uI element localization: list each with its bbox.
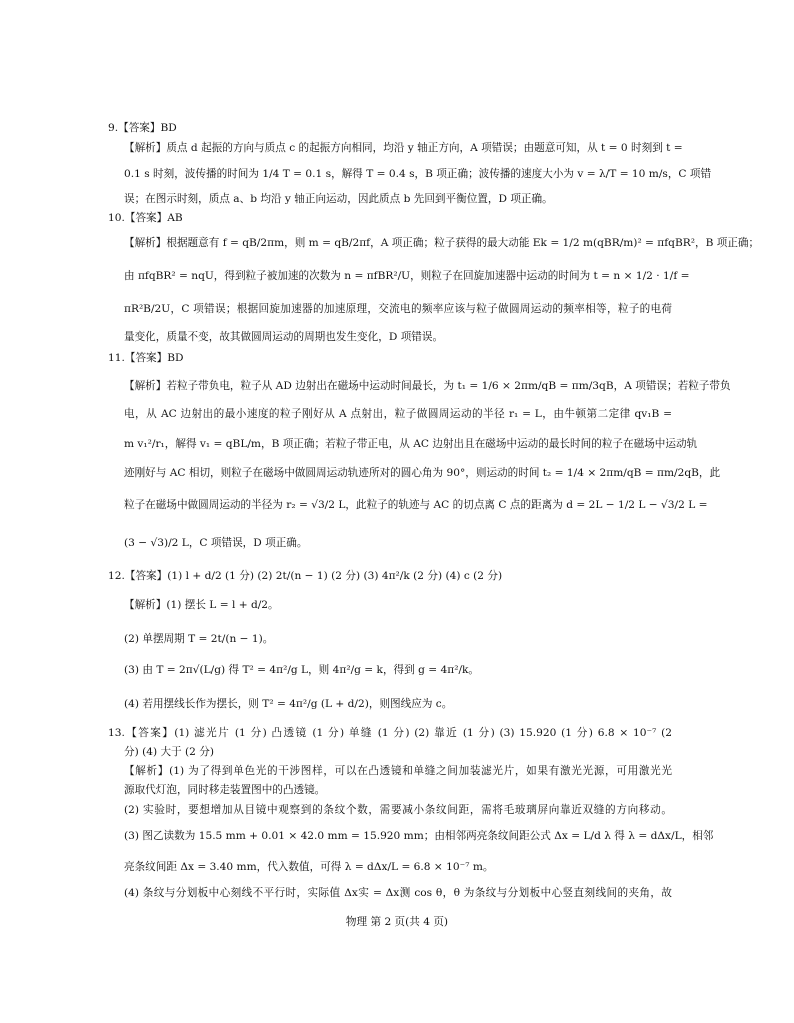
q10-answer: 10.【答案】AB [108,212,183,224]
q13-analysis-line: (2) 实验时，要想增加从目镜中观察到的条纹个数，需要减小条纹间距，需将毛玻璃屏向靠近双缝的方向移动。 [124,804,672,816]
q11-analysis-line: 电，从 AC 边射出的最小速度的粒子刚好从 A 点射出，粒子做圆周运动的半径 r₁ = L，由牛顿第二定律 qv₁B = [124,408,672,420]
q9-analysis-line: 【解析】质点 d 起振的方向与质点 c 的起振方向相同，均沿 y 轴正方向，A 项错误；由题意可知，从 t = 0 时刻到 t = [124,142,683,154]
q12-answer: 12.【答案】(1) l + d/2 (1 分) (2) 2t/(n − 1) (2 分) (3) 4π²/k (2 分) (4) c (2 分) [108,570,503,582]
q11-answer: 11.【答案】BD [108,352,184,364]
q13-answer: 13.【答案】(1) 滤光片 (1 分) 凸透镜 (1 分) 单缝 (1 分) (2) 靠近 (1 分) (3) 15.920 (1 分) 6.8 × 10⁻⁷ (2 [108,727,672,739]
q12-analysis-line: (3) 由 T = 2π√(L/g) 得 T² = 4π²/g L，则 4π²/g = k，得到 g = 4π²/k。 [124,664,480,676]
q11-analysis-line: 迹刚好与 AC 相切，则粒子在磁场中做圆周运动轨迹所对的圆心角为 90°，则运动的时间 t₂ = 1/4 × 2πm/qB = πm/2qB，此 [124,467,721,479]
q9-analysis-line: 0.1 s 时刻，波传播的时间为 1/4 T = 0.1 s，解得 T = 0.4 s，B 项正确；波传播的速度大小为 v = λ/T = 10 m/s，C 项错 [124,168,712,180]
q9-answer: 9.【答案】BD [108,122,177,134]
q13-answer-continued: 分) (4) 大于 (2 分) [124,746,214,758]
q10-analysis-line: 量变化，质量不变，故其做圆周运动的周期也发生变化，D 项错误。 [124,331,444,343]
q13-analysis-line: 亮条纹间距 Δx = 3.40 mm，代入数值，可得 λ = dΔx/L = 6.8 × 10⁻⁷ m。 [124,861,494,873]
q10-analysis-line: 【解析】根据题意有 f = qB/2πm，则 m = qB/2πf，A 项正确；粒子获得的最大动能 Ek = 1/2 m(qBR/m)² = πfqBR²，B 项正确； [124,237,760,249]
q10-analysis-line: 由 πfqBR² = nqU，得到粒子被加速的次数为 n = πfBR²/U，则粒子在回旋加速器中运动的时间为 t = n × 1/2 · 1/f = [124,270,690,282]
q10-analysis-line: πR²B/2U，C 项错误；根据回旋加速器的加速原理，交流电的频率应该与粒子做圆周运动的频率相等，粒子的电荷 [124,303,672,315]
q12-analysis-line: (2) 单摆周期 T = 2t/(n − 1)。 [124,633,274,645]
q11-analysis-line: (3 − √3)/2 L，C 项错误，D 项正确。 [124,537,308,549]
q13-analysis-line: (4) 条纹与分划板中心刻线不平行时，实际值 Δx实 = Δx测 cos θ，θ 为条纹与分划板中心竖直刻线间的夹角，故 [124,887,672,899]
q12-analysis-line: 【解析】(1) 摆长 L = l + d/2。 [124,599,279,611]
q13-analysis-line: (3) 图乙读数为 15.5 mm + 0.01 × 42.0 mm = 15.920 mm；由相邻两亮条纹间距公式 Δx = L/d λ 得 λ = dΔx/L，相邻 [124,830,714,842]
q11-analysis-line: 【解析】若粒子带负电，粒子从 AD 边射出在磁场中运动时间最长，为 t₁ = 1/6 × 2πm/qB = πm/3qB，A 项错误；若粒子带负 [124,380,731,392]
q11-analysis-line: m v₁²/r₁，解得 v₁ = qBL/m，B 项正确；若粒子带正电，从 AC 边射出且在磁场中运动的最长时间的粒子在磁场中运动轨 [124,438,698,450]
q11-analysis-line: 粒子在磁场中做圆周运动的半径为 r₂ = √3/2 L，此粒子的轨迹与 AC 的切点离 C 点的距离为 d = 2L − 1/2 L − √3/2 L = [124,499,708,511]
q13-analysis-line: 【解析】(1) 为了得到单色光的干涉图样，可以在凸透镜和单缝之间加装滤光片，如果有激光光源，可用激光光 [124,765,672,777]
q12-analysis-line: (4) 若用摆线长作为摆长，则 T² = 4π²/g (L + d/2)，则图线应为 c。 [124,698,453,710]
q13-analysis-line: 源取代灯泡，同时移走装置图中的凸透镜。 [124,784,326,796]
page-footer: 物理 第 2 页(共 4 页) [345,916,449,928]
q9-analysis-line: 误；在图示时刻，质点 a、b 均沿 y 轴正向运动，因此质点 b 先回到平衡位置，D 项正确。 [124,193,553,205]
